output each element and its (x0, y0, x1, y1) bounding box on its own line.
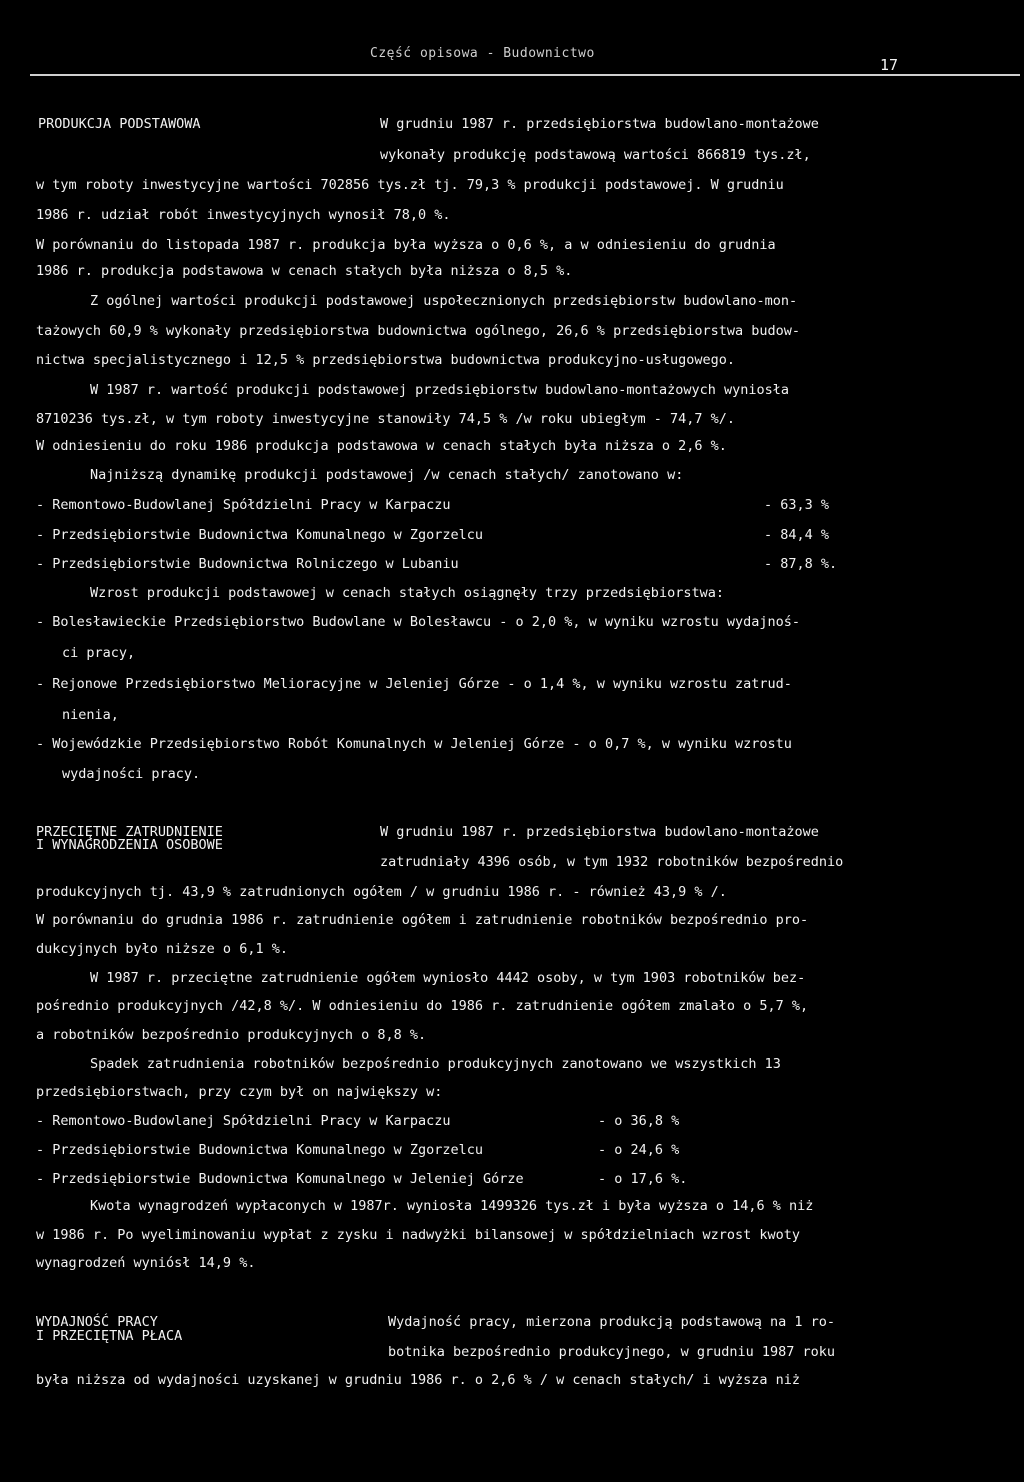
list-item-value: - 63,3 % (764, 497, 830, 513)
list-item-value: - 87,8 %. (764, 556, 838, 572)
section-heading-productivity: WYDAJNOŚĆ PRACY (36, 1314, 158, 1330)
page-number: 17 (880, 56, 899, 74)
list-item: - Przedsiębiorstwie Budownictwa Komunalnego w Jeleniej Górze (36, 1171, 524, 1187)
paragraph-line: Kwota wynagrodzeń wypłaconych w 1987r. wyniosła 1499326 tys.zł i była wyższa o 14,6 % niż (90, 1198, 814, 1214)
section-heading-employment: I WYNAGRODZENIA OSOBOWE (36, 837, 223, 853)
paragraph-line: Spadek zatrudnienia robotników bezpośrednio produkcyjnych zanotowano we wszystkich 13 (90, 1056, 781, 1072)
paragraph-line: W porównaniu do listopada 1987 r. produkcja była wyższa o 0,6 %, a w odniesieniu do grudnia (36, 237, 776, 253)
list-item-value: - o 17,6 %. (598, 1171, 688, 1187)
list-item: - Remontowo-Budowlanej Spółdzielni Pracy w Karpaczu (36, 1113, 451, 1129)
paragraph-line: W 1987 r. wartość produkcji podstawowej przedsiębiorstw budowlano-montażowych wyniosła (90, 382, 789, 398)
paragraph-line: dukcyjnych było niższe o 6,1 %. (36, 941, 288, 957)
list-item-value: - o 36,8 % (598, 1113, 680, 1129)
list-item: - Wojewódzkie Przedsiębiorstwo Robót Komunalnych w Jeleniej Górze - o 0,7 %, w wyniku wzrostu (36, 736, 792, 752)
paragraph-line: przedsiębiorstwach, przy czym był on największy w: (36, 1084, 443, 1100)
paragraph-line: W grudniu 1987 r. przedsiębiorstwa budowlano-montażowe (380, 116, 819, 132)
paragraph-line: pośrednio produkcyjnych /42,8 %/. W odniesieniu do 1986 r. zatrudnienie ogółem zmalało o 5,7 %, (36, 998, 809, 1014)
paragraph-line: Wzrost produkcji podstawowej w cenach stałych osiągnęły trzy przedsiębiorstwa: (90, 585, 724, 601)
paragraph-line: w 1986 r. Po wyeliminowaniu wypłat z zysku i nadwyżki bilansowej w spółdzielniach wzrost kwoty (36, 1227, 801, 1243)
paragraph-line: W grudniu 1987 r. przedsiębiorstwa budowlano-montażowe (380, 824, 819, 840)
list-item: - Rejonowe Przedsiębiorstwo Melioracyjne w Jeleniej Górze - o 1,4 %, w wyniku wzrostu zatrud- (36, 676, 792, 692)
paragraph-line: a robotników bezpośrednio produkcyjnych o 8,8 %. (36, 1027, 427, 1043)
paragraph-line: W odniesieniu do roku 1986 produkcja podstawowa w cenach stałych była niższa o 2,6 %. (36, 438, 727, 454)
section-heading-employment: PRZECIĘTNE ZATRUDNIENIE (36, 824, 223, 840)
list-item-value: - o 24,6 % (598, 1142, 680, 1158)
list-item-continuation: nienia, (62, 707, 119, 723)
list-item: - Przedsiębiorstwie Budownictwa Komunalnego w Zgorzelcu (36, 527, 484, 543)
list-item: - Przedsiębiorstwie Budownictwa Rolniczego w Lubaniu (36, 556, 459, 572)
list-item-continuation: ci pracy, (62, 645, 136, 661)
paragraph-line: botnika bezpośrednio produkcyjnego, w grudniu 1987 roku (388, 1344, 836, 1360)
paragraph-line: 1986 r. udział robót inwestycyjnych wynosił 78,0 %. (36, 207, 451, 223)
paragraph-line: była niższa od wydajności uzyskanej w grudniu 1986 r. o 2,6 % / w cenach stałych/ i wyższa niż (36, 1372, 801, 1388)
paragraph-line: tażowych 60,9 % wykonały przedsiębiorstwa budownictwa ogólnego, 26,6 % przedsiębiorstwa budow- (36, 323, 801, 339)
paragraph-line: wynagrodzeń wyniósł 14,9 %. (36, 1255, 256, 1271)
list-item-continuation: wydajności pracy. (62, 766, 201, 782)
list-item: - Przedsiębiorstwie Budownictwa Komunalnego w Zgorzelcu (36, 1142, 484, 1158)
paragraph-line: Najniższą dynamikę produkcji podstawowej /w cenach stałych/ zanotowano w: (90, 467, 684, 483)
running-header: Część opisowa - Budownictwo (370, 46, 595, 61)
paragraph-line: wykonały produkcję podstawową wartości 866819 tys.zł, (380, 147, 811, 163)
section-heading-production: PRODUKCJA PODSTAWOWA (38, 116, 201, 132)
header-rule (30, 74, 1020, 76)
paragraph-line: 8710236 tys.zł, w tym roboty inwestycyjne stanowiły 74,5 % /w roku ubiegłym - 74,7 %/. (36, 411, 735, 427)
section-heading-productivity: I PRZECIĘTNA PŁACA (36, 1328, 183, 1344)
list-item-value: - 84,4 % (764, 527, 830, 543)
paragraph-line: W porównaniu do grudnia 1986 r. zatrudnienie ogółem i zatrudnienie robotników bezpośrednio pro- (36, 912, 809, 928)
paragraph-line: Z ogólnej wartości produkcji podstawowej uspołecznionych przedsiębiorstw budowlano-mon- (90, 293, 798, 309)
paragraph-line: w tym roboty inwestycyjne wartości 702856 tys.zł tj. 79,3 % produkcji podstawowej. W grudniu (36, 177, 784, 193)
list-item: - Remontowo-Budowlanej Spółdzielni Pracy w Karpaczu (36, 497, 451, 513)
paragraph-line: W 1987 r. przeciętne zatrudnienie ogółem wyniosło 4442 osoby, w tym 1903 robotników bez- (90, 970, 806, 986)
paragraph-line: nictwa specjalistycznego i 12,5 % przedsiębiorstwa budownictwa produkcyjno-usługowego. (36, 352, 735, 368)
paragraph-line: zatrudniały 4396 osób, w tym 1932 robotników bezpośrednio (380, 854, 844, 870)
paragraph-line: Wydajność pracy, mierzona produkcją podstawową na 1 ro- (388, 1314, 836, 1330)
list-item: - Bolesławieckie Przedsiębiorstwo Budowlane w Bolesławcu - o 2,0 %, w wyniku wzrostu wydajnoś- (36, 614, 801, 630)
paragraph-line: produkcyjnych tj. 43,9 % zatrudnionych ogółem / w grudniu 1986 r. - również 43,9 % /. (36, 884, 727, 900)
paragraph-line: 1986 r. produkcja podstawowa w cenach stałych była niższa o 8,5 %. (36, 263, 573, 279)
